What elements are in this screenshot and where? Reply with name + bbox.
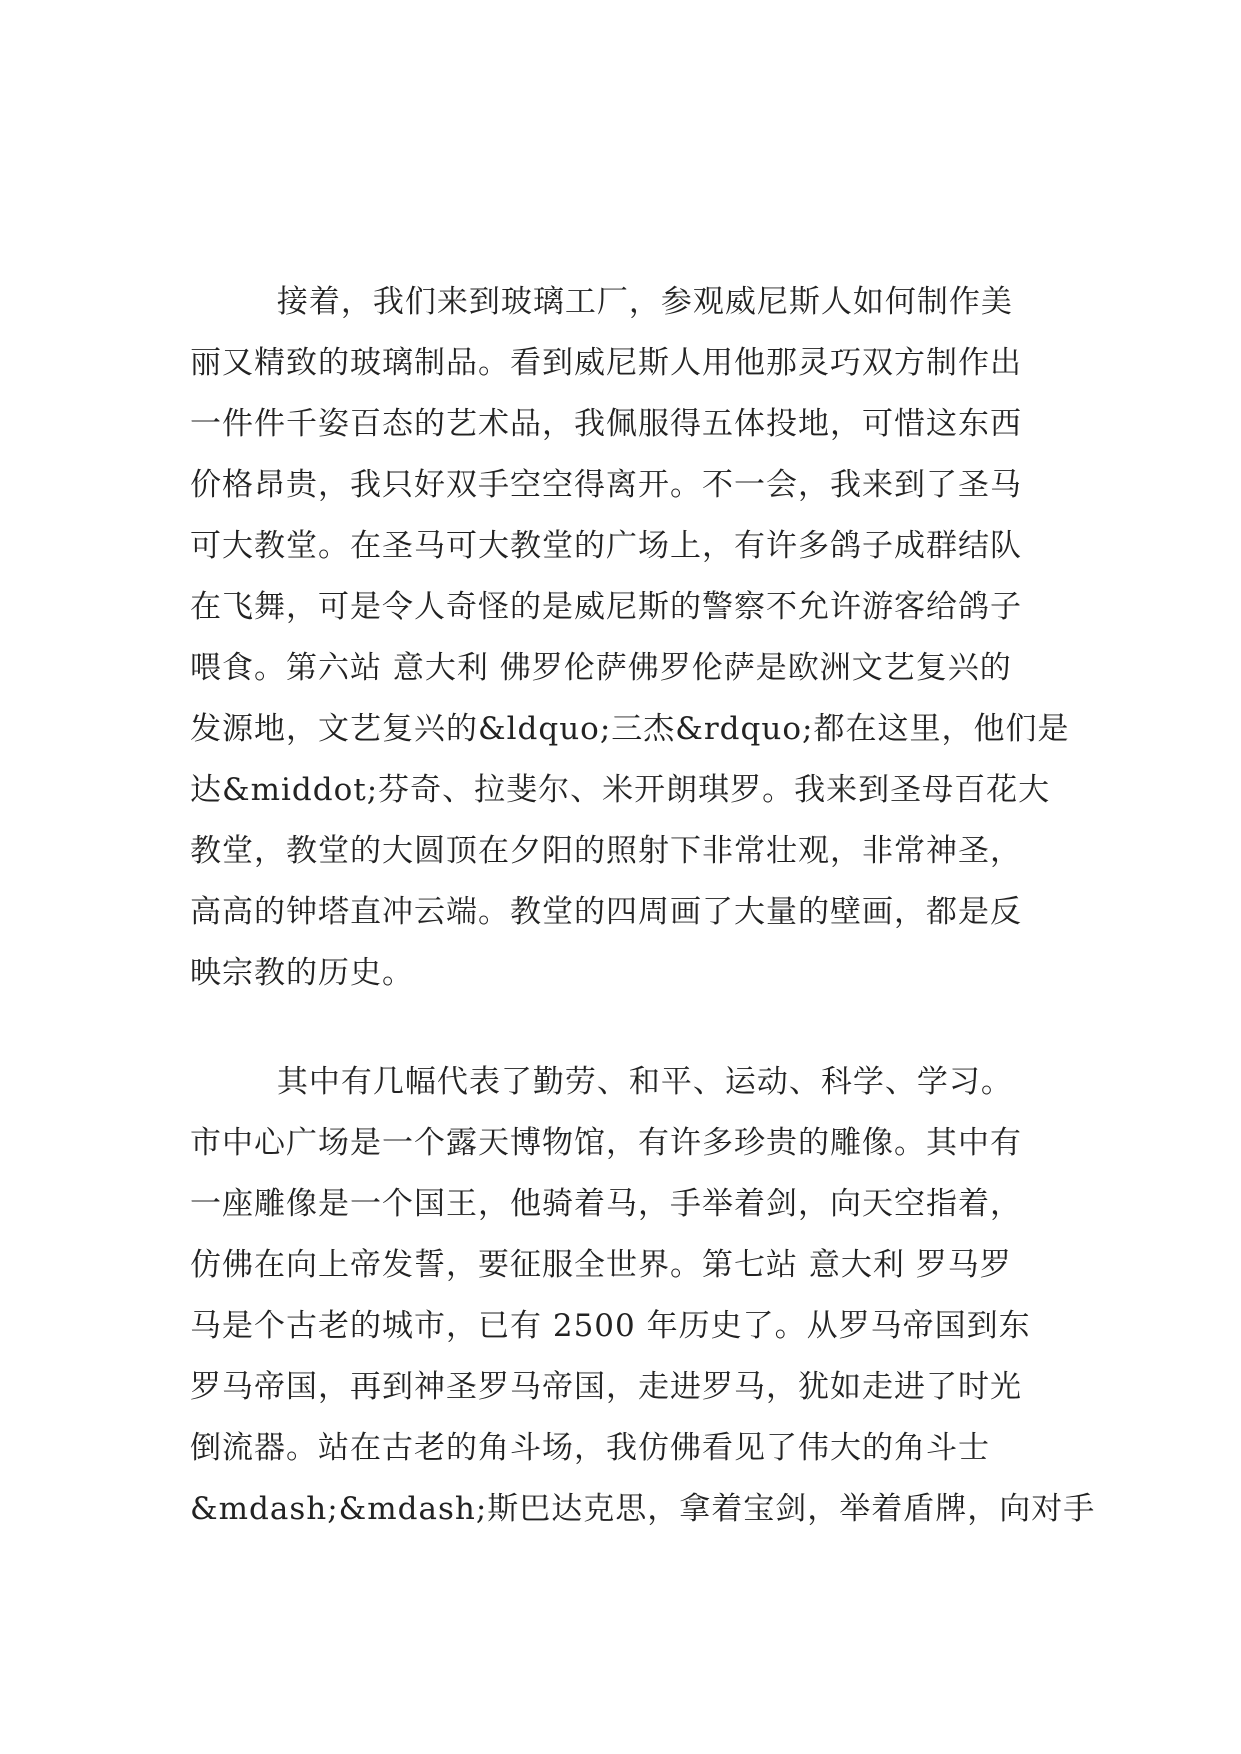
text-line: 映宗教的历史。 xyxy=(190,955,414,991)
text-line: 在飞舞，可是令人奇怪的是威尼斯的警察不允许游客给鸽子 xyxy=(190,589,1022,625)
text-line: 高高的钟塔直冲云端。教堂的四周画了大量的壁画，都是反 xyxy=(190,894,1022,930)
text-line: 发源地，文艺复兴的&ldquo;三杰&rdquo;都在这里，他们是 xyxy=(190,711,1070,747)
text-line: 倒流器。站在古老的角斗场，我仿佛看见了伟大的角斗士 xyxy=(190,1430,990,1466)
text-line: 马是个古老的城市，已有 2500 年历史了。从罗马帝国到东 xyxy=(190,1308,1031,1344)
paragraph-venice-florence xyxy=(190,272,1070,1004)
text-line: &mdash;&mdash;斯巴达克思，拿着宝剑，举着盾牌，向对手 xyxy=(190,1491,1096,1527)
text-line: 仿佛在向上帝发誓，要征服全世界。第七站 意大利 罗马罗 xyxy=(190,1247,1012,1283)
text-line: 一座雕像是一个国王，他骑着马，手举着剑，向天空指着， xyxy=(190,1186,1022,1222)
text-line: 丽又精致的玻璃制品。看到威尼斯人用他那灵巧双方制作出 xyxy=(190,345,1022,381)
text-line: 市中心广场是一个露天博物馆，有许多珍贵的雕像。其中有 xyxy=(190,1125,1022,1161)
text-line: 罗马帝国，再到神圣罗马帝国，走进罗马，犹如走进了时光 xyxy=(190,1369,1022,1405)
text-line: 教堂，教堂的大圆顶在夕阳的照射下非常壮观，非常神圣， xyxy=(190,833,1022,869)
text-line: 其中有几幅代表了勤劳、和平、运动、科学、学习。 xyxy=(190,1064,1013,1100)
text-line: 接着，我们来到玻璃工厂，参观威尼斯人如何制作美 xyxy=(190,284,1013,320)
text-line: 可大教堂。在圣马可大教堂的广场上，有许多鸽子成群结队 xyxy=(190,528,1022,564)
text-line: 喂食。第六站 意大利 佛罗伦萨佛罗伦萨是欧洲文艺复兴的 xyxy=(190,650,1012,686)
text-line: 价格昂贵，我只好双手空空得离开。不一会，我来到了圣马 xyxy=(190,467,1022,503)
paragraph-rome xyxy=(190,1052,1096,1540)
text-line: 一件件千姿百态的艺术品，我佩服得五体投地，可惜这东西 xyxy=(190,406,1022,442)
text-line: 达&middot;芬奇、拉斐尔、米开朗琪罗。我来到圣母百花大 xyxy=(190,772,1051,808)
